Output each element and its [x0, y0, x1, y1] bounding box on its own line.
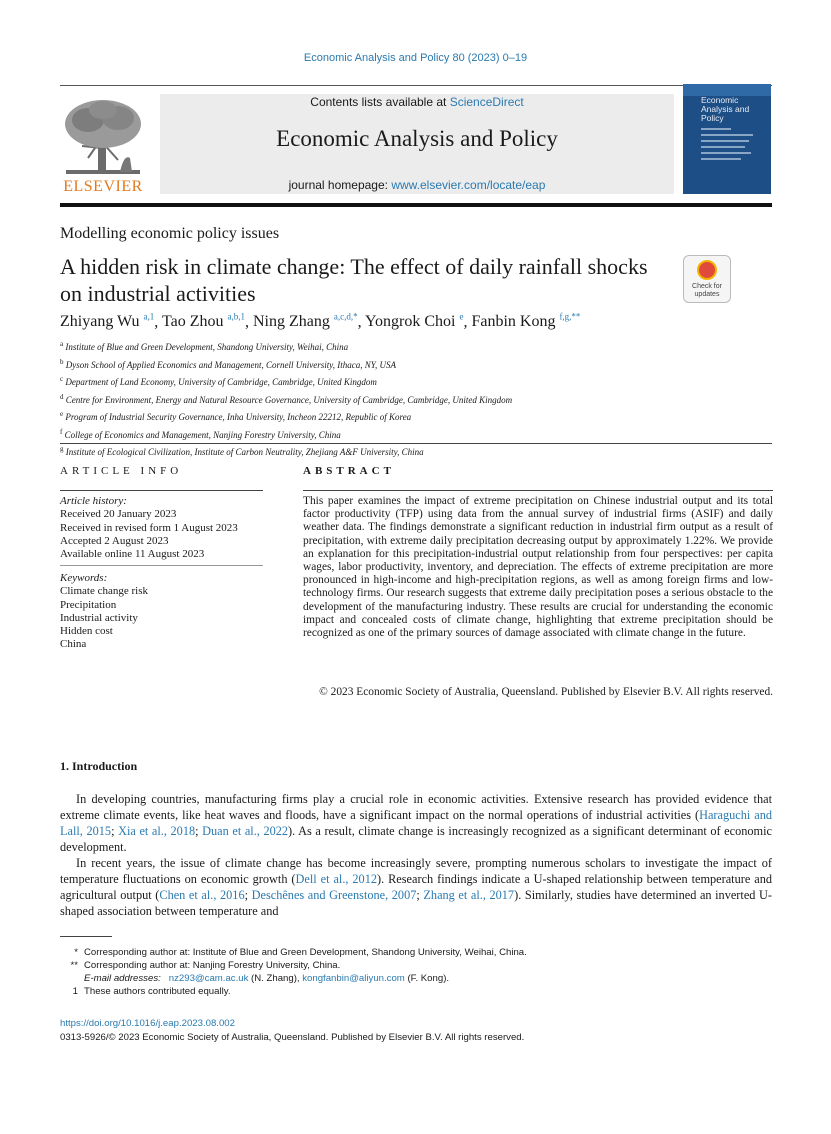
affiliations [60, 337, 780, 460]
citation-link[interactable]: Duan et al., 2022 [202, 824, 289, 838]
keywords [60, 572, 270, 652]
citation-link[interactable]: Chen et al., 2016 [159, 888, 245, 902]
author[interactable]: Fanbin Kong $^{f,g,**}$ [471, 312, 581, 331]
intro-paragraph-1: In developing countries, manufacturing firms play a crucial role in economic activities. Extensive research has provided evidence that extreme climate events, like heat waves and floods, have a significant impact on the normal operations of industrial activities (Haraguchi and Lall, 2015; Xia et al., 2018; Duan et al., 2022). As a result, climate change is increasingly recognized as a significant determinant of economic development. [60, 792, 773, 854]
history-item: Received 20 January 2023 [60, 508, 177, 521]
section-rule [60, 443, 772, 444]
keyword: Precipitation [60, 598, 117, 611]
footnote: 1 These authors contributed equally. [72, 986, 231, 997]
banner-top-rule [60, 85, 772, 86]
article-info-rule [60, 490, 263, 491]
footer [60, 1017, 524, 1045]
check-updates-label: Check for updates [692, 283, 722, 298]
author[interactable]: Yongrok Choi $^e$ [365, 312, 464, 331]
keyword: Climate change risk [60, 585, 148, 598]
author-list: Zhiyang Wu $^{a,1}$, Tao Zhou $^{a,b,1}$, Ning Zhang $^{a,c,d,*}$, Yongrok Choi $^e$, Fanbin Kong $^{f,g,**}$ [60, 312, 581, 331]
cover-editor-lines [701, 128, 761, 164]
citation-link[interactable]: Deschênes and Greenstone, 2007 [251, 888, 417, 902]
banner-bottom-rule [60, 203, 772, 207]
author[interactable]: Ning Zhang $^{a,c,d,*}$ [253, 312, 358, 331]
abstract-text: This paper examines the impact of extreme precipitation on Chinese industrial output and its total factor productivity (TFP) using data from the annual survey of industrial firms (ASIF) and daily weather data. The findings demonstrate a significant reduction in industrial firm output as a result of precipitation, with extreme daily precipitation decreasing output by approximately 1.22%. We provide an explanation for this precipitation-industrial output relationship from four perspectives: per capita wages, labor productivity, inventory, and depreciation. The effects of extreme precipitation are more pronounced in high-income and high-precipitation regions, as well as among foreign firms and low-technology firms. Our research suggests that extreme daily precipitation poses a serious obstacle to the development of the manufacturing industry. These results are crucial for understanding the economic impact and concealed costs of climate change, highlighting that extreme precipitation should be recognized as one of the primary sources of damage associated with climate change in the future. [303, 495, 773, 640]
issn-line: 0313-5926/© 2023 Economic Society of Australia, Queensland. Published by Elsevier B.V. All rights reserved. [60, 1032, 525, 1043]
footnote-rule [60, 936, 112, 937]
email-link[interactable]: kongfanbin@aliyun.com [302, 973, 405, 984]
homepage-line [160, 178, 674, 192]
intro-paragraph-2: In recent years, the issue of climate change has become increasingly severe, prompting numerous scholars to investigate the impact of temperature fluctuations on economic growth (Dell et al., 2012). Research findings indicate a U-shaped relationship between temperature and agricultural output (Chen et al., 2016; Deschênes and Greenstone, 2007; Zhang et al., 2017). Similarly, studies have determined an inverted U-shaped association between temperature and [60, 856, 772, 918]
homepage-prefix: journal homepage: [288, 178, 392, 192]
abstract-heading: ABSTRACT [303, 465, 395, 477]
citation-link[interactable]: Xia et al., 2018 [118, 824, 196, 838]
footnote: * Corresponding author at: Institute of Blue and Green Development, Shandong University, Weihai, China. [74, 947, 527, 958]
article-info-heading: ARTICLE INFO [60, 465, 183, 477]
check-for-updates-badge[interactable] [683, 255, 731, 303]
cover-title: Economic Analysis and Policy [701, 95, 750, 123]
bookmark-icon [697, 260, 717, 280]
affiliation: $^e$ Program of Industrial Security Governance, Inha University, Incheon 22212, Republic of Korea [60, 410, 412, 422]
affiliation: $^g$ Institute of Ecological Civilization, Institute of Carbon Neutrality, Zhejiang A&F University, China [60, 445, 424, 457]
author[interactable]: Zhiyang Wu $^{a,1}$ [60, 312, 155, 331]
journal-title: Economic Analysis and Policy [276, 126, 558, 151]
footnote: ** Corresponding author at: Nanjing Forestry University, China. [70, 960, 341, 971]
history-item: Available online 11 August 2023 [60, 548, 205, 561]
contents-prefix: Contents lists available at [310, 95, 450, 109]
contents-line [160, 95, 674, 109]
keyword: Hidden cost [60, 625, 113, 638]
history-label: Article history: [60, 495, 127, 507]
abstract-rule [303, 490, 773, 491]
citation-link[interactable]: Dell et al., 2012 [295, 872, 377, 886]
author[interactable]: Tao Zhou $^{a,b,1}$ [161, 312, 245, 331]
article-history [60, 495, 270, 561]
journal-citation[interactable]: Economic Analysis and Policy 80 (2023) 0–19 [303, 52, 528, 64]
affiliation: $^a$ Institute of Blue and Green Development, Shandong University, Weihai, China [60, 340, 349, 352]
keyword: Industrial activity [60, 611, 138, 624]
history-item: Accepted 2 August 2023 [60, 534, 169, 547]
abstract-copyright: © 2023 Economic Society of Australia, Queensland. Published by Elsevier B.V. All rights reserved. [319, 686, 773, 698]
citation-link[interactable]: Zhang et al., 2017 [423, 888, 515, 902]
paper-title: A hidden risk in climate change: The effect of daily rainfall shocks on industrial activities [60, 254, 648, 306]
email-footnote: E-mail addresses: nz293@cam.ac.uk (N. Zhang), kongfanbin@aliyun.com (F. Kong). [84, 973, 450, 984]
email-link[interactable]: nz293@cam.ac.uk [168, 973, 249, 984]
doi-link[interactable]: https://doi.org/10.1016/j.eap.2023.08.002 [60, 1018, 235, 1029]
footnotes [60, 946, 772, 998]
homepage-link[interactable]: www.elsevier.com/locate/eap [391, 178, 546, 192]
introduction-heading: 1. Introduction [60, 759, 138, 773]
keyword: China [60, 638, 87, 651]
article-section: Modelling economic policy issues [60, 225, 280, 242]
keywords-rule [60, 565, 263, 566]
affiliation: $^b$ Dyson School of Applied Economics and Management, Cornell University, Ithaca, NY, USA [60, 357, 396, 370]
history-item: Received in revised form 1 August 2023 [60, 521, 238, 534]
citation-link[interactable]: Haraguchi and Lall, 2015 [60, 808, 773, 838]
keywords-label: Keywords: [60, 572, 108, 584]
affiliation: $^f$ College of Economics and Management, Nanjing Forestry University, China [60, 427, 341, 440]
affiliation: $^d$ Centre for Environment, Energy and Natural Resource Governance, University of Cambridge, Cambridge, United Kingdom [60, 392, 513, 405]
sciencedirect-link[interactable]: ScienceDirect [449, 95, 524, 109]
journal-cover-thumbnail[interactable] [683, 84, 771, 194]
elsevier-wordmark: ELSEVIER [63, 178, 143, 195]
affiliation: $^c$ Department of Land Economy, University of Cambridge, Cambridge, United Kingdom [60, 375, 377, 387]
